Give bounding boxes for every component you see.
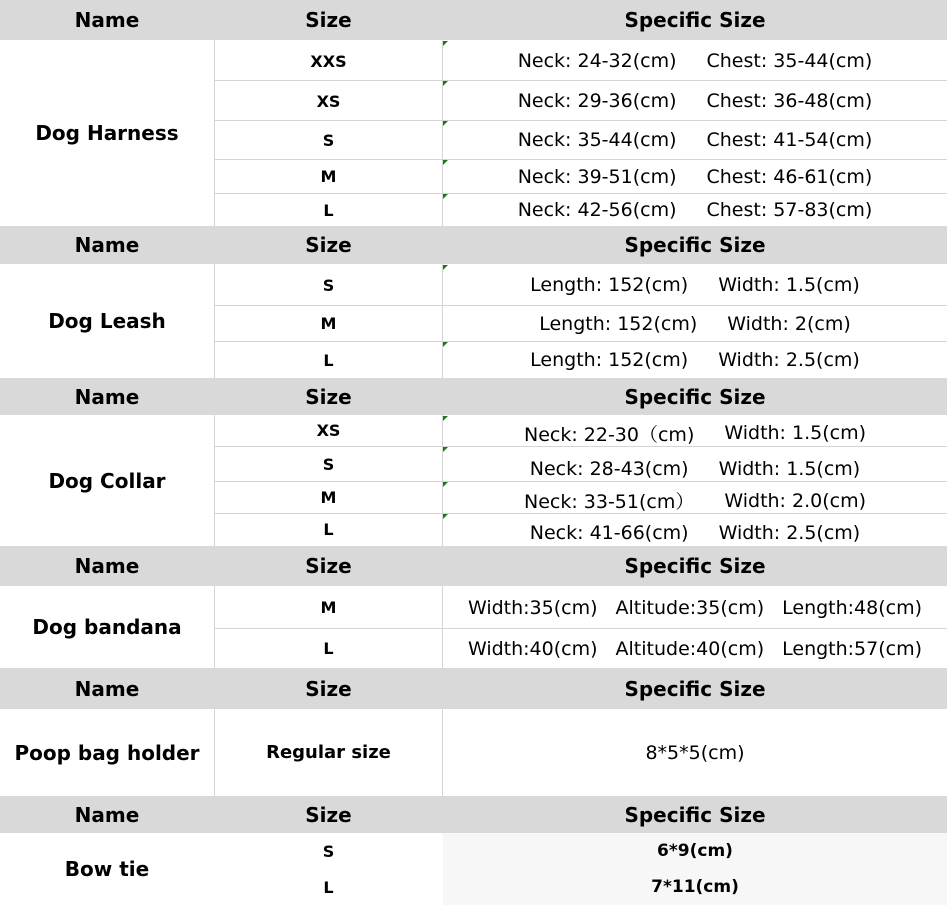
size-cell: M	[320, 167, 337, 186]
header-row	[0, 668, 947, 709]
product-name: Bow tie	[64, 857, 150, 881]
product-name: Dog Leash	[48, 309, 166, 333]
product-name: Dog bandana	[32, 615, 182, 639]
spec-cell: Length: 152(cm) Width: 2(cm)	[539, 312, 851, 335]
product-name: Dog Harness	[35, 121, 179, 145]
spec-cell: Length: 152(cm) Width: 1.5(cm)	[530, 274, 860, 296]
header-size: Size	[305, 233, 352, 257]
spec-cell: 6*9(cm)	[443, 833, 947, 869]
size-cell: L	[323, 639, 334, 658]
spec-cell: Neck: 39-51(cm) Chest: 46-61(cm)	[517, 165, 873, 188]
header-size: Size	[305, 676, 352, 701]
size-cell: L	[323, 350, 334, 370]
spec-cell: Width:35(cm) Altitude:35(cm) Length:48(cm)	[467, 596, 923, 619]
header-name: Name	[74, 802, 140, 827]
spec-cell: 8*5*5(cm)	[645, 741, 745, 764]
product-name: Poop bag holder	[14, 740, 200, 765]
size-cell: S	[322, 455, 335, 474]
size-cell: L	[323, 200, 334, 220]
header-size: Size	[305, 384, 352, 409]
spec-cell: Neck: 42-56(cm) Chest: 57-83(cm)	[517, 199, 873, 221]
header-row	[0, 226, 947, 264]
size-cell: M	[320, 488, 337, 507]
header-row	[0, 796, 947, 833]
header-name: Name	[74, 233, 140, 257]
header-size: Size	[305, 802, 352, 827]
size-cell: XS	[316, 91, 341, 111]
header-name: Name	[74, 554, 140, 578]
size-cell: S	[322, 841, 335, 861]
size-cell: Regular size	[266, 742, 391, 763]
spec-cell: Neck: 29-36(cm) Chest: 36-48(cm)	[517, 90, 873, 112]
header-name: Name	[74, 384, 140, 409]
spec-cell: Width:40(cm) Altitude:40(cm) Length:57(cm)	[467, 637, 923, 660]
header-size: Size	[305, 8, 352, 32]
spec-cell: Neck: 35-44(cm) Chest: 41-54(cm)	[517, 129, 873, 151]
spec-cell: Neck: 22-30（cm) Width: 1.5(cm)	[523, 422, 866, 446]
header-specific-size: Specific Size	[624, 676, 766, 701]
header-name: Name	[74, 8, 140, 32]
spec-cell: Length: 152(cm) Width: 2.5(cm)	[530, 349, 860, 371]
size-cell: S	[322, 130, 335, 150]
spec-cell: 7*11(cm)	[443, 869, 947, 905]
size-cell: XS	[316, 420, 341, 440]
size-cell: S	[322, 275, 335, 295]
size-cell: XXS	[310, 51, 347, 71]
size-cell: L	[323, 877, 334, 897]
header-row	[0, 378, 947, 415]
header-name: Name	[74, 676, 140, 701]
header-row	[0, 0, 947, 40]
spec-cell: Neck: 28-43(cm) Width: 1.5(cm)	[529, 457, 861, 480]
header-specific-size: Specific Size	[624, 233, 766, 257]
header-specific-size: Specific Size	[624, 8, 766, 32]
size-cell: M	[320, 598, 337, 617]
spec-cell: Neck: 33-51(cm） Width: 2.0(cm)	[523, 489, 866, 513]
header-size: Size	[305, 554, 352, 578]
spec-cell: Neck: 24-32(cm) Chest: 35-44(cm)	[517, 50, 873, 72]
header-specific-size: Specific Size	[624, 802, 766, 827]
header-specific-size: Specific Size	[624, 554, 766, 578]
product-name: Dog Collar	[48, 468, 166, 493]
header-row	[0, 546, 947, 586]
spec-cell: Neck: 41-66(cm) Width: 2.5(cm)	[529, 521, 861, 544]
size-cell: L	[323, 520, 334, 539]
size-cell: M	[320, 314, 337, 333]
header-specific-size: Specific Size	[624, 384, 766, 409]
